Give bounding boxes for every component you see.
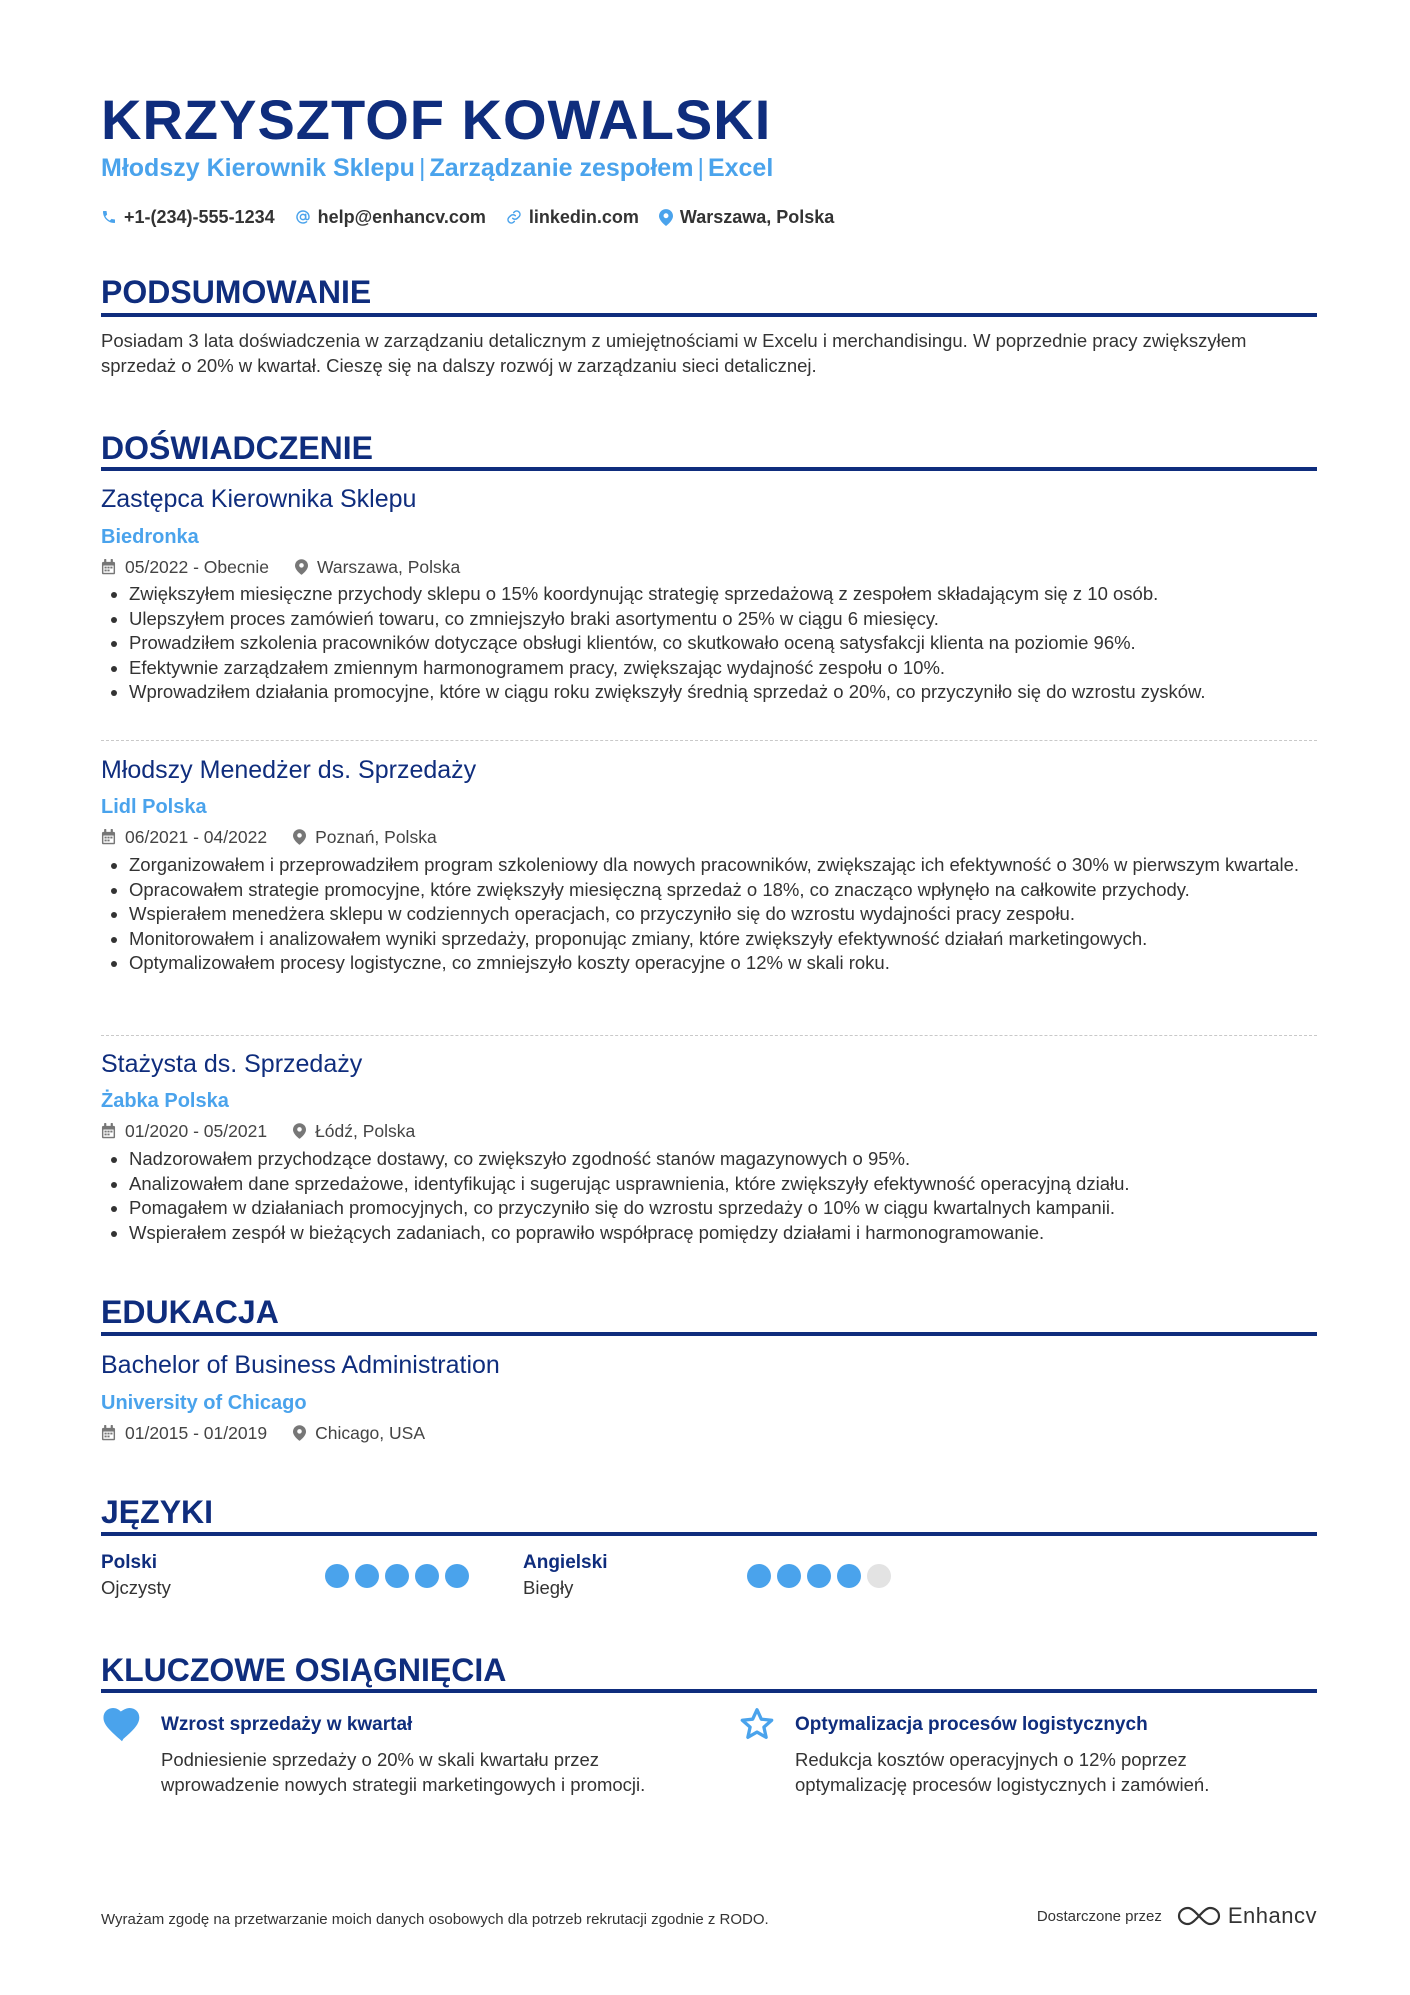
education-location-text: Chicago, USA	[315, 1423, 425, 1443]
contact-linkedin[interactable]	[506, 204, 639, 230]
location-pin-icon	[295, 559, 308, 575]
location-pin-icon	[293, 1425, 306, 1441]
list-item: • Wspierałem zespół w bieżących zadaniach, co poprawiło współpracę pomiędzy działami i harmonogramowanie.	[129, 1221, 1317, 1246]
section-title-experience: DOŚWIADCZENIE	[101, 430, 373, 466]
summary-text: Posiadam 3 lata doświadczenia w zarządzaniu detalicznym z umiejętnościami w Excelu i merchandisingu. W poprzednie pracy zwiększyłem sprzedaż o 20% w kwartał. Cieszę się na dalszy rozwój w zarządzaniu sieci detalicznej.	[101, 330, 1247, 376]
job-location-text: Łódź, Polska	[315, 1121, 416, 1141]
language-level: Ojczysty	[101, 1577, 171, 1598]
job-dates	[101, 555, 269, 579]
rating-dot	[837, 1564, 861, 1588]
job-title: Zastępca Kierownika Sklepu	[101, 485, 417, 513]
location-text: Warszawa, Polska	[679, 207, 835, 227]
heart-icon	[103, 1708, 141, 1742]
contact-phone[interactable]	[101, 204, 275, 230]
section-title-achievements: KLUCZOWE OSIĄGNIĘCIA	[101, 1652, 507, 1688]
location-pin-icon	[293, 829, 306, 845]
section-divider	[101, 1532, 1317, 1536]
list-item: • Nadzorowałem przychodzące dostawy, co zwiększyło zgodność stanów magazynowych o 95%.	[129, 1147, 1317, 1172]
job-location-text: Poznań, Polska	[315, 827, 437, 847]
education-location	[293, 1421, 425, 1445]
list-item: • Prowadziłem szkolenia pracowników dotyczące obsługi klientów, co skutkowało oceną satysfakcji klienta na poziomie 96%.	[129, 631, 1317, 656]
rating-dot	[777, 1564, 801, 1588]
headline-separator: |	[697, 154, 704, 182]
language-level: Biegły	[523, 1577, 574, 1598]
section-divider	[101, 1689, 1317, 1693]
contact-location	[659, 204, 834, 230]
list-item: • Analizowałem dane sprzedażowe, identyfikując i sugerując usprawnienia, które zwiększyły efektywność operacyjną działu.	[129, 1172, 1317, 1197]
degree-title: Bachelor of Business Administration	[101, 1351, 500, 1379]
phone-text: +1-(234)-555-1234	[124, 207, 275, 227]
headline-part: Młodszy Kierownik Sklepu	[101, 154, 415, 182]
list-item: • Zorganizowałem i przeprowadziłem program szkoleniowy dla nowych pracowników, zwiększając ich efektywność o 30% w pierwszym kwartale.	[129, 853, 1317, 878]
job-location	[295, 555, 460, 579]
job-title: Stażysta ds. Sprzedaży	[101, 1050, 363, 1078]
section-title-summary: PODSUMOWANIE	[101, 274, 372, 310]
job-separator	[101, 740, 1317, 741]
job-meta	[101, 1119, 441, 1143]
job-meta	[101, 555, 486, 579]
language-name: Polski	[101, 1552, 157, 1573]
rating-dot	[325, 1564, 349, 1588]
phone-icon	[101, 209, 117, 225]
linkedin-text: linkedin.com	[528, 207, 639, 227]
job-bullets	[101, 853, 1317, 976]
consent-text: Wyrażam zgodę na przetwarzanie moich danych osobowych dla potrzeb rekrutacji zgodnie z RODO.	[101, 1911, 769, 1928]
powered-by[interactable]	[1037, 1903, 1317, 1929]
achievement-desc: Podniesienie sprzedaży o 20% w skali kwartału przez wprowadzenie nowych strategii marketingowych i promocji.	[161, 1749, 646, 1795]
job-dates	[101, 1119, 267, 1143]
list-item: • Wprowadziłem działania promocyjne, które w ciągu roku zwiększyły średnią sprzedaż o 20%, co przyczyniło się do wzrostu zysków.	[129, 680, 1317, 705]
job-dates	[101, 825, 267, 849]
list-item: • Opracowałem strategie promocyjne, które zwiększyły miesięczną sprzedaż o 18%, co znacząco wpłynęło na całkowite przychody.	[129, 878, 1317, 903]
rating-dot	[445, 1564, 469, 1588]
job-bullets	[101, 1147, 1317, 1245]
section-title-languages: JĘZYKI	[101, 1494, 214, 1530]
language-rating	[325, 1564, 475, 1588]
list-item: • Efektywnie zarządzałem zmiennym harmonogramem pracy, zwiększając wydajność zespołu o 10%.	[129, 656, 1317, 681]
job-meta	[101, 825, 463, 849]
job-separator	[101, 1035, 1317, 1036]
calendar-icon	[101, 829, 116, 845]
language-rating	[747, 1564, 897, 1588]
section-divider	[101, 1332, 1317, 1336]
list-item: • Wspierałem menedżera sklepu w codziennych operacjach, co przyczyniło się do wzrostu wydajności pracy zespołu.	[129, 902, 1317, 927]
school-name: University of Chicago	[101, 1392, 307, 1414]
headline-separator: |	[418, 154, 426, 182]
education-dates	[101, 1421, 267, 1445]
rating-dot	[415, 1564, 439, 1588]
star-icon	[739, 1706, 775, 1742]
at-icon	[295, 209, 311, 225]
section-divider	[101, 467, 1317, 471]
calendar-icon	[101, 559, 116, 575]
location-pin-icon	[293, 1123, 306, 1139]
powered-by-label: Dostarczone przez	[1036, 1907, 1162, 1925]
headline-part: Zarządzanie zespołem	[429, 154, 694, 182]
location-pin-icon	[659, 209, 673, 226]
company-name: Lidl Polska	[101, 796, 207, 818]
company-name: Żabka Polska	[101, 1090, 229, 1112]
list-item: • Optymalizowałem procesy logistyczne, co zmniejszyło koszty operacyjne o 12% w skali roku.	[129, 951, 1317, 976]
rating-dot	[747, 1564, 771, 1588]
job-location	[293, 825, 437, 849]
achievement-desc: Redukcja kosztów operacyjnych o 12% poprzez optymalizację procesów logistycznych i zamówień.	[795, 1749, 1210, 1795]
headline	[101, 152, 773, 184]
headline-part: Excel	[707, 154, 774, 182]
job-bullets	[101, 582, 1317, 705]
brand-name: Enhancv	[1227, 1903, 1317, 1928]
achievement-title: Wzrost sprzedaży w kwartał	[161, 1714, 413, 1735]
list-item: • Pomagałem w działaniach promocyjnych, co przyczyniło się do wzrostu sprzedaży o 10% w ciągu kwartalnych kampanii.	[129, 1196, 1317, 1221]
calendar-icon	[101, 1425, 116, 1441]
rating-dot	[867, 1564, 891, 1588]
achievement-title: Optymalizacja procesów logistycznych	[795, 1714, 1148, 1735]
job-location	[293, 1119, 415, 1143]
education-meta	[101, 1421, 451, 1445]
enhancv-logo-icon	[1176, 1904, 1222, 1928]
rating-dot	[385, 1564, 409, 1588]
education-dates-text: 01/2015 - 01/2019	[125, 1423, 268, 1443]
rating-dot	[807, 1564, 831, 1588]
job-dates-text: 06/2021 - 04/2022	[125, 827, 268, 847]
section-title-education: EDUKACJA	[101, 1294, 279, 1330]
list-item: • Monitorowałem i analizowałem wyniki sprzedaży, proponując zmiany, które zwiększyły efektywność działań marketingowych.	[129, 927, 1317, 952]
job-title: Młodszy Menedżer ds. Sprzedaży	[101, 756, 477, 784]
candidate-name: KRZYSZTOF KOWALSKI	[101, 88, 772, 151]
section-divider	[101, 313, 1317, 317]
contact-bar	[101, 204, 854, 230]
job-location-text: Warszawa, Polska	[317, 557, 461, 577]
job-dates-text: 01/2020 - 05/2021	[125, 1121, 268, 1141]
rating-dot	[355, 1564, 379, 1588]
company-name: Biedronka	[101, 526, 199, 548]
email-text: help@enhancv.com	[317, 207, 486, 227]
list-item: • Ulepszyłem proces zamówień towaru, co zmniejszyło braki asortymentu o 25% w ciągu 6 miesięcy.	[129, 607, 1317, 632]
contact-email[interactable]	[295, 204, 486, 230]
calendar-icon	[101, 1123, 116, 1139]
language-name: Angielski	[523, 1552, 608, 1573]
link-icon	[506, 209, 522, 225]
job-dates-text: 05/2022 - Obecnie	[125, 557, 269, 577]
list-item: • Zwiększyłem miesięczne przychody sklepu o 15% koordynując strategię sprzedażową z zespołem składającym się z 10 osób.	[129, 582, 1317, 607]
